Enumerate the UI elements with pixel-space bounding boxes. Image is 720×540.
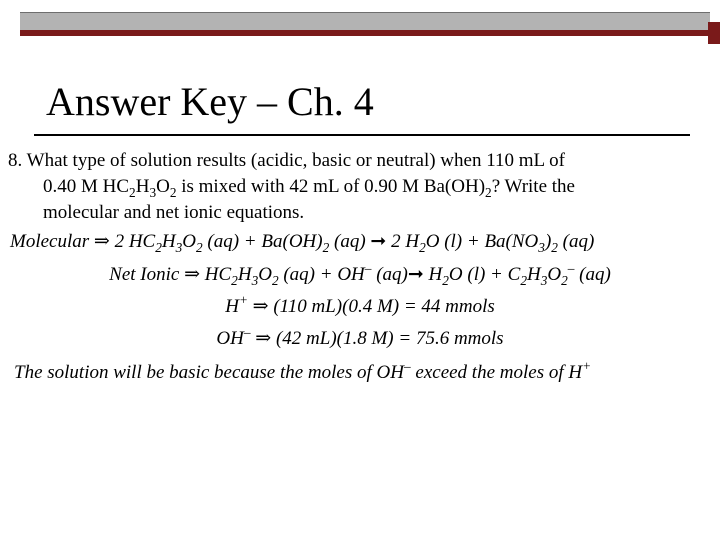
top-red-square xyxy=(708,22,720,44)
conclusion-text-2: exceed the moles of H xyxy=(410,362,583,383)
question-line-2: 0.40 M $HC_2H_3O_2$ is mixed with 42 mL of 0.90 M $Ba(OH)_2$? Write the xyxy=(43,176,575,200)
top-red-band xyxy=(20,30,710,36)
conclusion-text-1: The solution will be basic because the moles of OH xyxy=(14,362,404,383)
net-ionic-label: Net Ionic ⇒ HC xyxy=(109,264,232,285)
net-ionic-part-6: (aq) xyxy=(574,264,611,285)
molecular-reactants-end: (aq) xyxy=(329,231,371,252)
question-line-1 xyxy=(8,148,708,174)
molecular-products-c: ) xyxy=(544,231,552,252)
h-ion-calc-text: ⇒ (110 mL)(0.4 M) = 44 mmols xyxy=(247,296,495,317)
conclusion-text: The solution will be basic because the moles of OH– exceed the moles of H+ xyxy=(14,358,592,383)
question-line-1-text: What type of solution results (acidic, basic or neutral) when 110 mL of xyxy=(22,150,566,171)
top-gray-band xyxy=(20,12,686,31)
net-ionic-part-4: H xyxy=(423,264,443,285)
oh-ion-calc-text: ⇒ (42 mL)(1.8 M) = 75.6 mmols xyxy=(250,328,504,349)
molecular-label: Molecular ⇒ 2 HC xyxy=(10,231,156,252)
arrow-icon: ➞ xyxy=(370,231,387,252)
arrow-icon: ➞ xyxy=(407,264,424,285)
question-line-2-pre: 0.40 M HC xyxy=(43,176,130,197)
question-line-2-post: ? Write the xyxy=(491,176,575,197)
slide-title: Answer Key – Ch. 4 xyxy=(46,79,374,124)
h-ion-symbol: H xyxy=(225,296,239,317)
question-line-3: molecular and net ionic equations. xyxy=(43,202,305,223)
molecular-equation: Molecular ⇒ 2 $HC_2H_3O_2$ $(aq) + Ba(OH)_2$ (aq) ➞ 2 $H_2O$ $(l) + Ba(NO_3)_2$ (aq) xyxy=(10,231,595,255)
oh-ion-symbol: OH xyxy=(216,328,244,349)
top-decorative-bar xyxy=(20,12,710,36)
net-ionic-part-5: O (l) + C xyxy=(448,264,521,285)
net-ionic-part-2: (aq) + OH xyxy=(278,264,365,285)
oh-ion-calculation: OH– ⇒ (42 mL)(1.8 M) = 75.6 mmols xyxy=(216,324,504,349)
molecular-products-d: (aq) xyxy=(557,231,595,252)
net-ionic-part-3: (aq) xyxy=(371,264,408,285)
molecular-reactants-tail: (aq) + Ba(OH) xyxy=(202,231,323,252)
molecular-products-b: O (l) + Ba(NO xyxy=(425,231,539,252)
title-underline xyxy=(34,134,690,136)
question-number: 8. xyxy=(8,150,23,171)
h-ion-calculation: H+ ⇒ (110 mL)(0.4 M) = 44 mmols xyxy=(225,292,495,317)
top-gray-box xyxy=(686,12,710,31)
net-ionic-equation: Net Ionic ⇒ $HC_2H_3O_2$ (aq) + OH– (aq)➞ $H_2O$ $(l) + C_2H_3O_2^-$ (aq) xyxy=(109,260,611,288)
question-text xyxy=(8,148,708,226)
molecular-products-a: 2 H xyxy=(386,231,420,252)
question-line-2-mid: is mixed with 42 mL of 0.90 M Ba(OH) xyxy=(176,176,486,197)
